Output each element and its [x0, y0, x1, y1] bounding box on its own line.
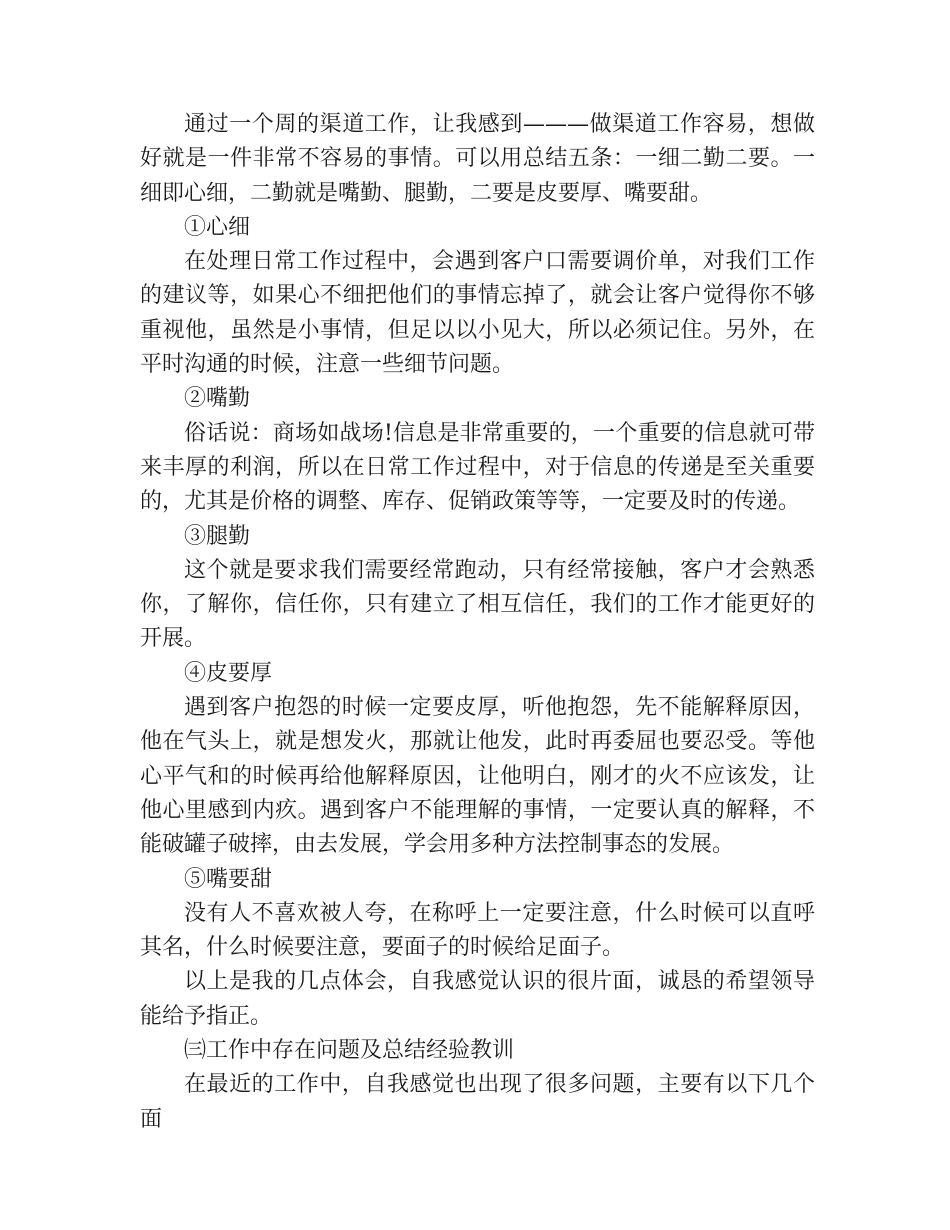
paragraph-xinxi: 在处理日常工作过程中，会遇到客户口需要调价单，对我们工作的建议等，如果心不细把他们的事情忘掉了，就会让客户觉得你不够重视他，虽然是小事情，但足以以小见大，所以必须记住。另外，在平时沟通的时候，注意一些细节问题。 [140, 249, 815, 378]
paragraph-problems: 在最近的工作中，自我感觉也出现了很多问题，主要有以下几个面 [140, 1072, 815, 1132]
paragraph-zuiqin: 俗话说：商场如战场!信息是非常重要的，一个重要的信息就可带来丰厚的利润，所以在日常工作过程中，对于信息的传递是至关重要的，尤其是价格的调整、库存、促销政策等等，一定要及时的传递。 [140, 420, 815, 515]
paragraph-zuiyaotian: 没有人不喜欢被人夸，在称呼上一定要注意，什么时候可以直呼其名，什么时候要注意，要面子的时候给足面子。 [140, 900, 815, 961]
paragraph-tuiqin: 这个就是要求我们需要经常跑动，只有经常接触，客户才会熟悉你，了解你，信任你，只有建立了相互信任，我们的工作才能更好的开展。 [140, 557, 815, 652]
heading-tuiqin: ③腿勤 [184, 523, 251, 549]
heading-zuiyaotian: ⑤嘴要甜 [184, 866, 273, 892]
paragraph-piyaohou: 遇到客户抱怨的时候一定要皮厚，听他抱怨，先不能解释原因，他在气头上，就是想发火，那就让他发，此时再委屈也要忍受。等他心平气和的时候再给他解释原因，让他明白，刚才的火不应该发，让他心里感到内疚。遇到客户不能理解的事情，一定要认真的解释，不能破罐子破摔，由去发展，学会用多种方法控制事态的发展。 [140, 695, 815, 858]
section-heading-problems: ㈢工作中存在问题及总结经验教训 [184, 1038, 515, 1064]
document-body [140, 108, 815, 1137]
heading-xinxi: ①心细 [184, 214, 251, 240]
heading-zuiqin: ②嘴勤 [184, 386, 251, 412]
summary-paragraph: 以上是我的几点体会，自我感觉认识的很片面，诚恳的希望领导能给予指正。 [140, 969, 815, 1029]
heading-piyaohou: ④皮要厚 [184, 660, 273, 686]
intro-paragraph: 通过一个周的渠道工作，让我感到———做渠道工作容易，想做好就是一件非常不容易的事情。可以用总结五条：一细二勤二要。一细即心细，二勤就是嘴勤、腿勤，二要是皮要厚、嘴要甜。 [140, 112, 815, 206]
